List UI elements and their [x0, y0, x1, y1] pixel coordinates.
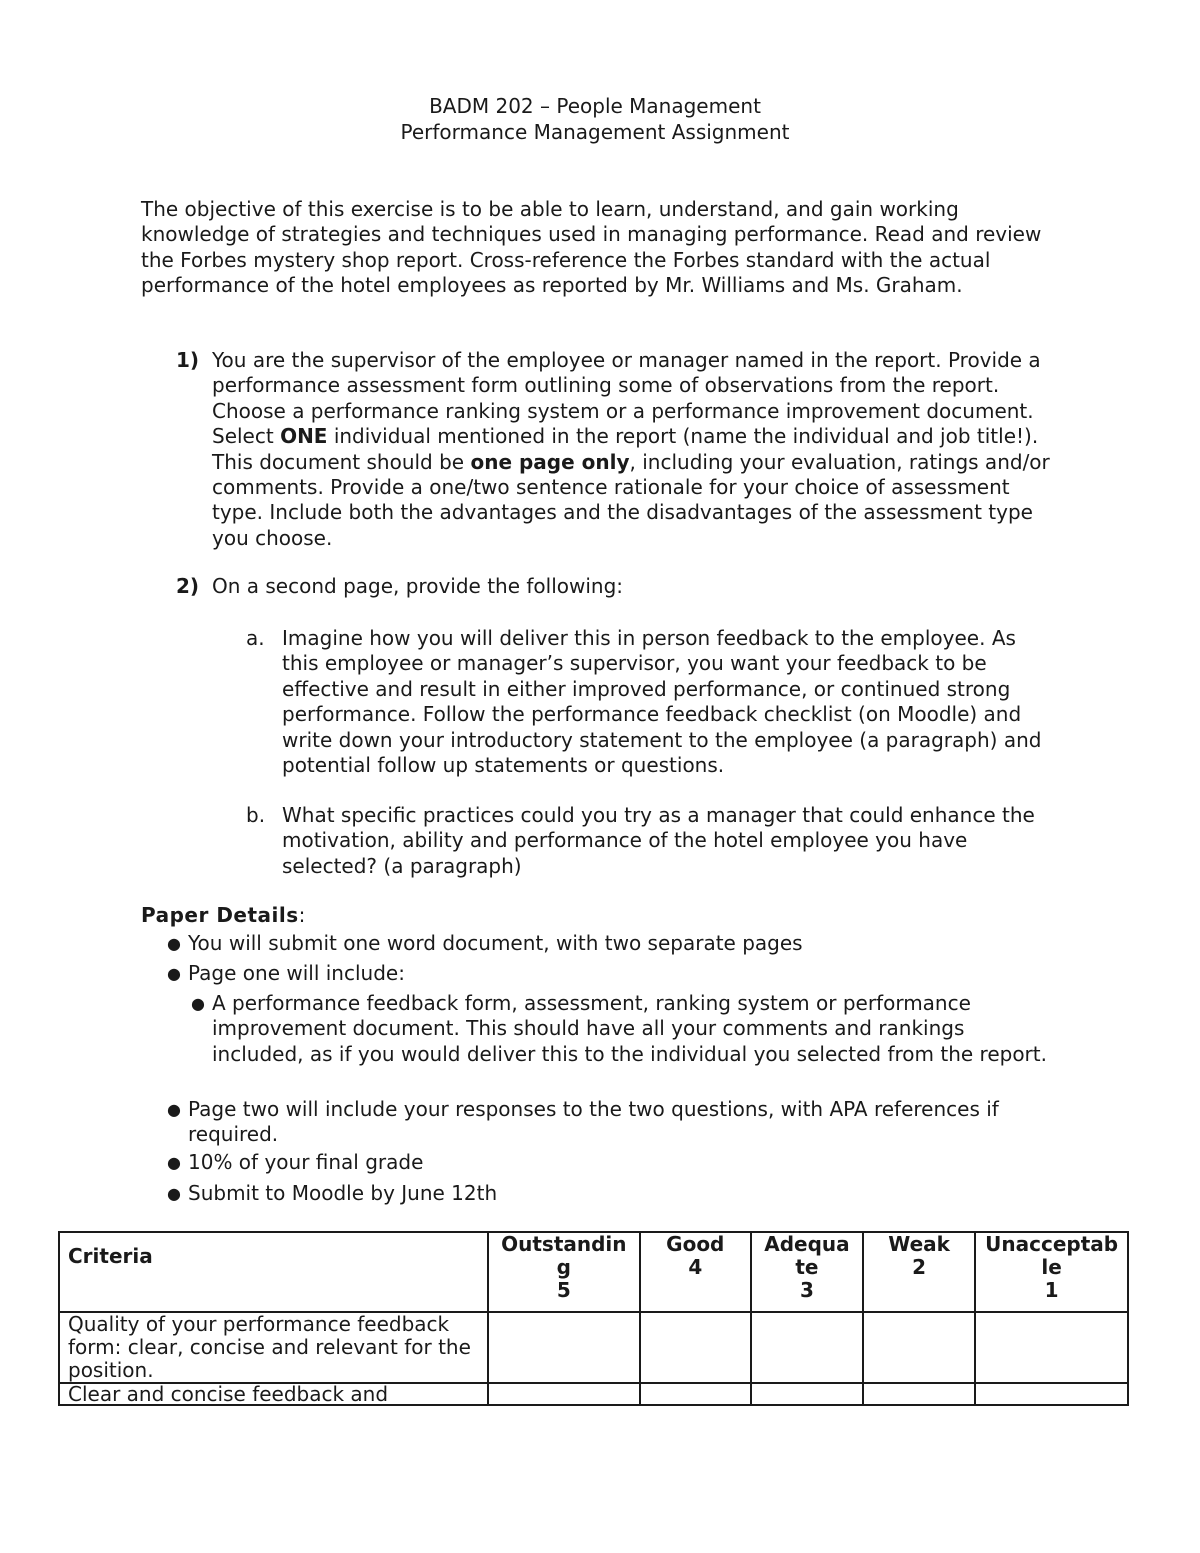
q1-part3: , including your evaluation, ratings and/or comments. Provide a one/two sentence rationale for your choice of assessment type. Include both the advantages and the disadvantages of the assessment type you choose. — [212, 449, 1050, 550]
sub-question-a-letter: a. — [246, 626, 265, 650]
rating-header-weak — [863, 1232, 975, 1312]
rating-label: Adequate — [764, 1232, 850, 1279]
paper-detail-item: Page one will include: — [188, 961, 405, 985]
bullet-icon: ● — [167, 1100, 181, 1119]
rubric-cell — [751, 1383, 863, 1405]
rubric-cell — [863, 1312, 975, 1383]
rating-label: Outstanding — [501, 1232, 627, 1279]
rubric-row — [59, 1383, 1128, 1405]
rating-label: Unacceptable — [985, 1232, 1119, 1279]
sub-question-b-letter: b. — [246, 803, 266, 827]
q1-bold-one: ONE — [280, 424, 328, 449]
question-2-text: On a second page, provide the following: — [212, 574, 624, 598]
question-1-text — [212, 348, 1062, 551]
bullet-icon: ● — [191, 994, 205, 1013]
bullet-icon: ● — [167, 934, 181, 953]
paper-detail-item: Page two will include your responses to the two questions, with APA references if required. — [188, 1097, 999, 1147]
paper-detail-item: 10% of your final grade — [188, 1150, 424, 1174]
criteria-header: Criteria — [59, 1232, 488, 1312]
rating-header-outstanding — [488, 1232, 640, 1312]
rating-score: 2 — [912, 1255, 927, 1279]
rating-score: 5 — [556, 1278, 571, 1302]
rubric-cell — [975, 1312, 1128, 1383]
rubric-cell — [975, 1383, 1128, 1405]
question-2-number: 2) — [176, 574, 200, 598]
q1-part1: You are the supervisor of the employee or manager named in the report. Provide a performance assessment form outlining some of observations from the report. Choose a performance ranking system or a performance improvement document. Select — [212, 348, 1041, 449]
rubric-cell — [863, 1383, 975, 1405]
rating-score: 3 — [799, 1278, 814, 1302]
rubric-cell — [488, 1383, 640, 1405]
intro-paragraph: The objective of this exercise is to be able to learn, understand, and gain working knowledge of strategies and techniques used in managing performance. Read and review the Forbes mystery shop report. Cross-reference the Forbes standard with the actual performance of the hotel employees as reported by Mr. Williams and Ms. Graham. — [141, 197, 1042, 298]
rubric-table — [58, 1231, 1129, 1406]
sub-question-b-text: What specific practices could you try as a manager that could enhance the motivation, ability and performance of the hotel employee you have selected? (a paragraph) — [282, 803, 1035, 878]
paper-detail-item: You will submit one word document, with two separate pages — [188, 931, 803, 955]
rating-score: 1 — [1044, 1278, 1059, 1302]
rating-score: 4 — [688, 1255, 703, 1279]
paper-details-heading-text: Paper Details — [141, 903, 299, 927]
sub-question-a-text: Imagine how you will deliver this in person feedback to the employee. As this employee or manager’s supervisor, you want your feedback to be effective and result in either improved performance, or continued strong performance. Follow the performance feedback checklist (on Moodle) and write down your introductory statement to the employee (a paragraph) and potential follow up statements or questions. — [282, 626, 1042, 778]
bullet-icon: ● — [167, 964, 181, 983]
rating-label: Weak — [888, 1232, 950, 1256]
rubric-header-row — [59, 1232, 1128, 1312]
course-title: BADM 202 – People Management — [429, 94, 761, 118]
rubric-cell — [640, 1383, 751, 1405]
paper-detail-subitem: A performance feedback form, assessment, ranking system or performance improvement document. This should have all your comments and rankings included, as if you would deliver this to the individual you selected from the report. — [212, 991, 1047, 1066]
rubric-criterion: Clear and concise feedback and — [59, 1383, 488, 1405]
paper-details-heading — [141, 903, 305, 928]
paper-details-colon: : — [298, 903, 306, 927]
question-1-number: 1) — [176, 348, 200, 372]
bullet-icon: ● — [167, 1153, 181, 1172]
rating-header-unacceptable — [975, 1232, 1128, 1312]
bullet-icon: ● — [167, 1184, 181, 1203]
rubric-row — [59, 1312, 1128, 1383]
rubric-cell — [488, 1312, 640, 1383]
rubric-cell — [751, 1312, 863, 1383]
rubric-criterion: Quality of your performance feedback form: clear, concise and relevant for the position. — [59, 1312, 488, 1383]
assignment-title: Performance Management Assignment — [400, 120, 790, 144]
q1-part2: individual mentioned in the report (name the individual and job title!). This document should be — [212, 424, 1039, 474]
paper-detail-item: Submit to Moodle by June 12th — [188, 1181, 498, 1205]
rubric-cell — [640, 1312, 751, 1383]
rating-label: Good — [666, 1232, 725, 1256]
rating-header-good — [640, 1232, 751, 1312]
q1-bold-one-page: one page only — [470, 449, 630, 474]
rating-header-adequate — [751, 1232, 863, 1312]
